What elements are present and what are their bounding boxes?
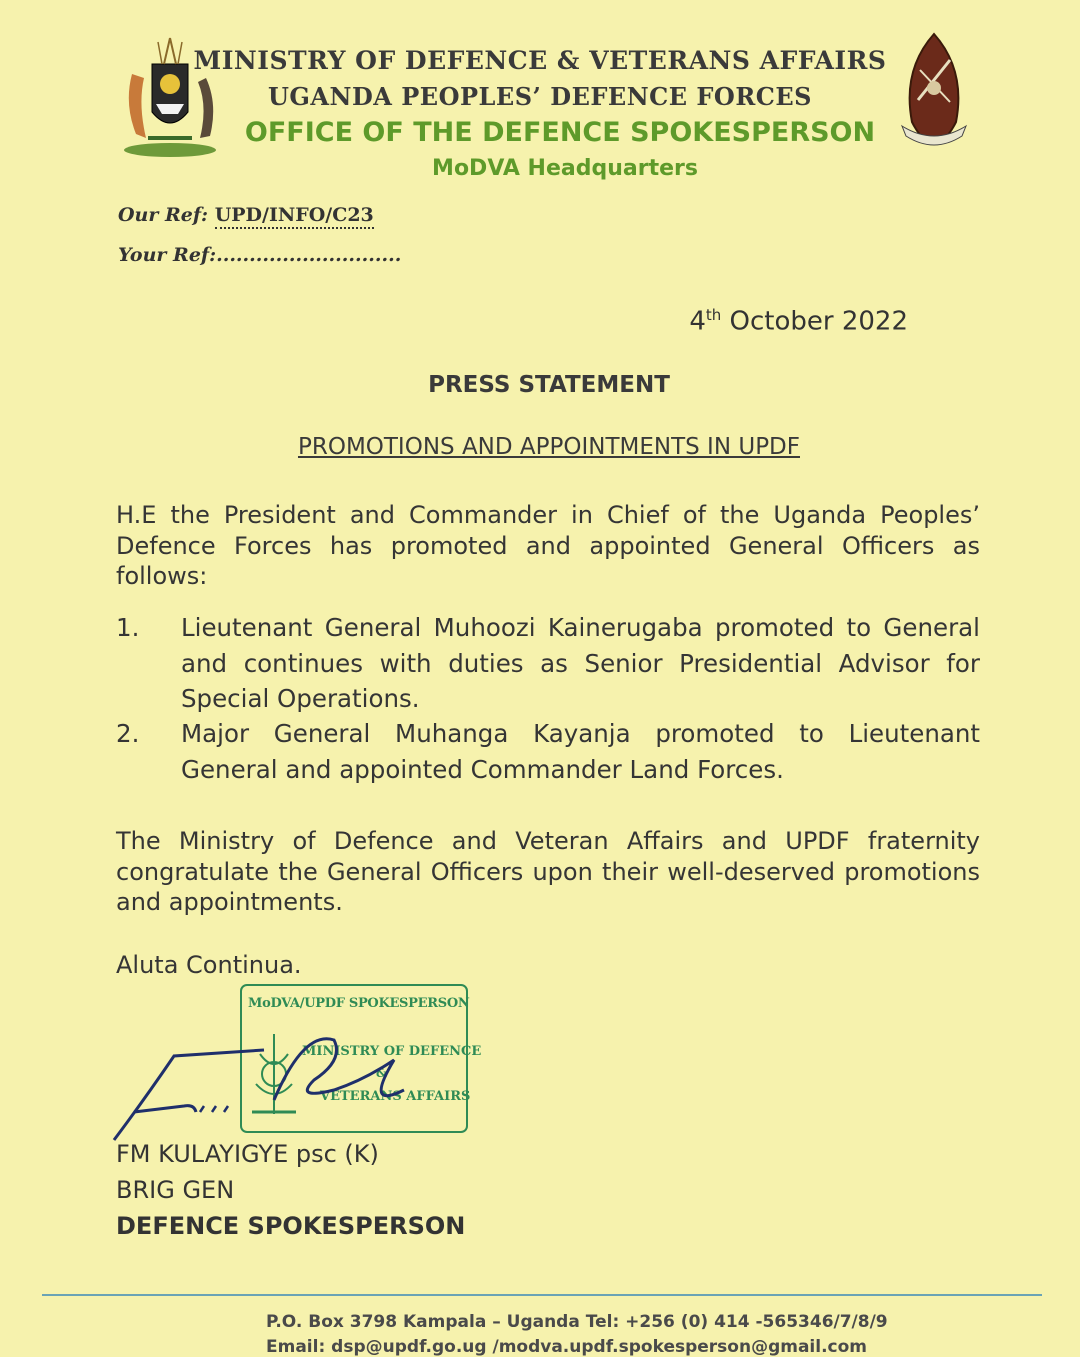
footer-email: Email: dsp@updf.go.ug /modva.updf.spokesperson@gmail.com xyxy=(266,1337,868,1357)
letter-date xyxy=(689,306,908,337)
list-item-text: Major General Muhanga Kayanja promoted to Lieutenant General and appointed Commander Land Forces. xyxy=(181,719,980,784)
date-suffix: th xyxy=(705,306,722,324)
footer-divider xyxy=(42,1294,1042,1296)
signatory-rank: BRIG GEN xyxy=(116,1176,235,1204)
ministry-heading: MINISTRY OF DEFENCE & VETERANS AFFAIRS xyxy=(193,46,887,75)
intro-paragraph: H.E the President and Commander in Chief of the Uganda Peoples’ Defence Forces has promoted and appointed General Officers as follows: xyxy=(116,501,980,590)
list-item xyxy=(116,716,980,788)
our-ref-label: Our Ref: xyxy=(118,204,209,226)
list-item xyxy=(116,610,980,718)
sign-off: Aluta Continua. xyxy=(116,951,302,979)
office-heading: OFFICE OF THE DEFENCE SPOKESPERSON xyxy=(244,117,876,148)
list-item-text: Lieutenant General Muhoozi Kainerugaba promoted to General and continues with duties as Senior Presidential Advisor for Special Operations. xyxy=(181,613,980,713)
our-ref xyxy=(118,204,374,226)
updf-heading: UGANDA PEOPLES’ DEFENCE FORCES xyxy=(267,82,813,111)
footer-address: P.O. Box 3798 Kampala – Uganda Tel: +256 (0) 414 -565346/7/8/9 xyxy=(266,1312,888,1332)
signatory-name: FM KULAYIGYE psc (K) xyxy=(116,1140,379,1168)
document-subtitle: PROMOTIONS AND APPOINTMENTS IN UPDF xyxy=(297,434,800,460)
list-item-number: 2. xyxy=(116,719,140,748)
date-day: 4 xyxy=(689,306,706,337)
stamp-title: MoDVA/UPDF SPOKESPERSON xyxy=(248,996,470,1011)
headquarters-heading: MoDVA Headquarters xyxy=(432,156,698,181)
stamp-veterans: VETERANS AFFAIRS xyxy=(320,1089,471,1104)
handwritten-signature xyxy=(104,1020,444,1150)
our-ref-value: UPD/INFO/C23 xyxy=(215,204,374,229)
date-rest: October 2022 xyxy=(721,306,908,337)
document-title: PRESS STATEMENT xyxy=(428,372,670,398)
your-ref: Your Ref:............................ xyxy=(118,244,402,266)
signatory-role: DEFENCE SPOKESPERSON xyxy=(116,1212,466,1240)
list-item-number: 1. xyxy=(116,613,140,642)
stamp-ampersand: & xyxy=(376,1066,387,1080)
stamp-ministry: MINISTRY OF DEFENCE xyxy=(302,1044,482,1059)
closing-paragraph: The Ministry of Defence and Veteran Affairs and UPDF fraternity congratulate the General Officers upon their well-deserved promotions and appointments. xyxy=(116,827,980,916)
